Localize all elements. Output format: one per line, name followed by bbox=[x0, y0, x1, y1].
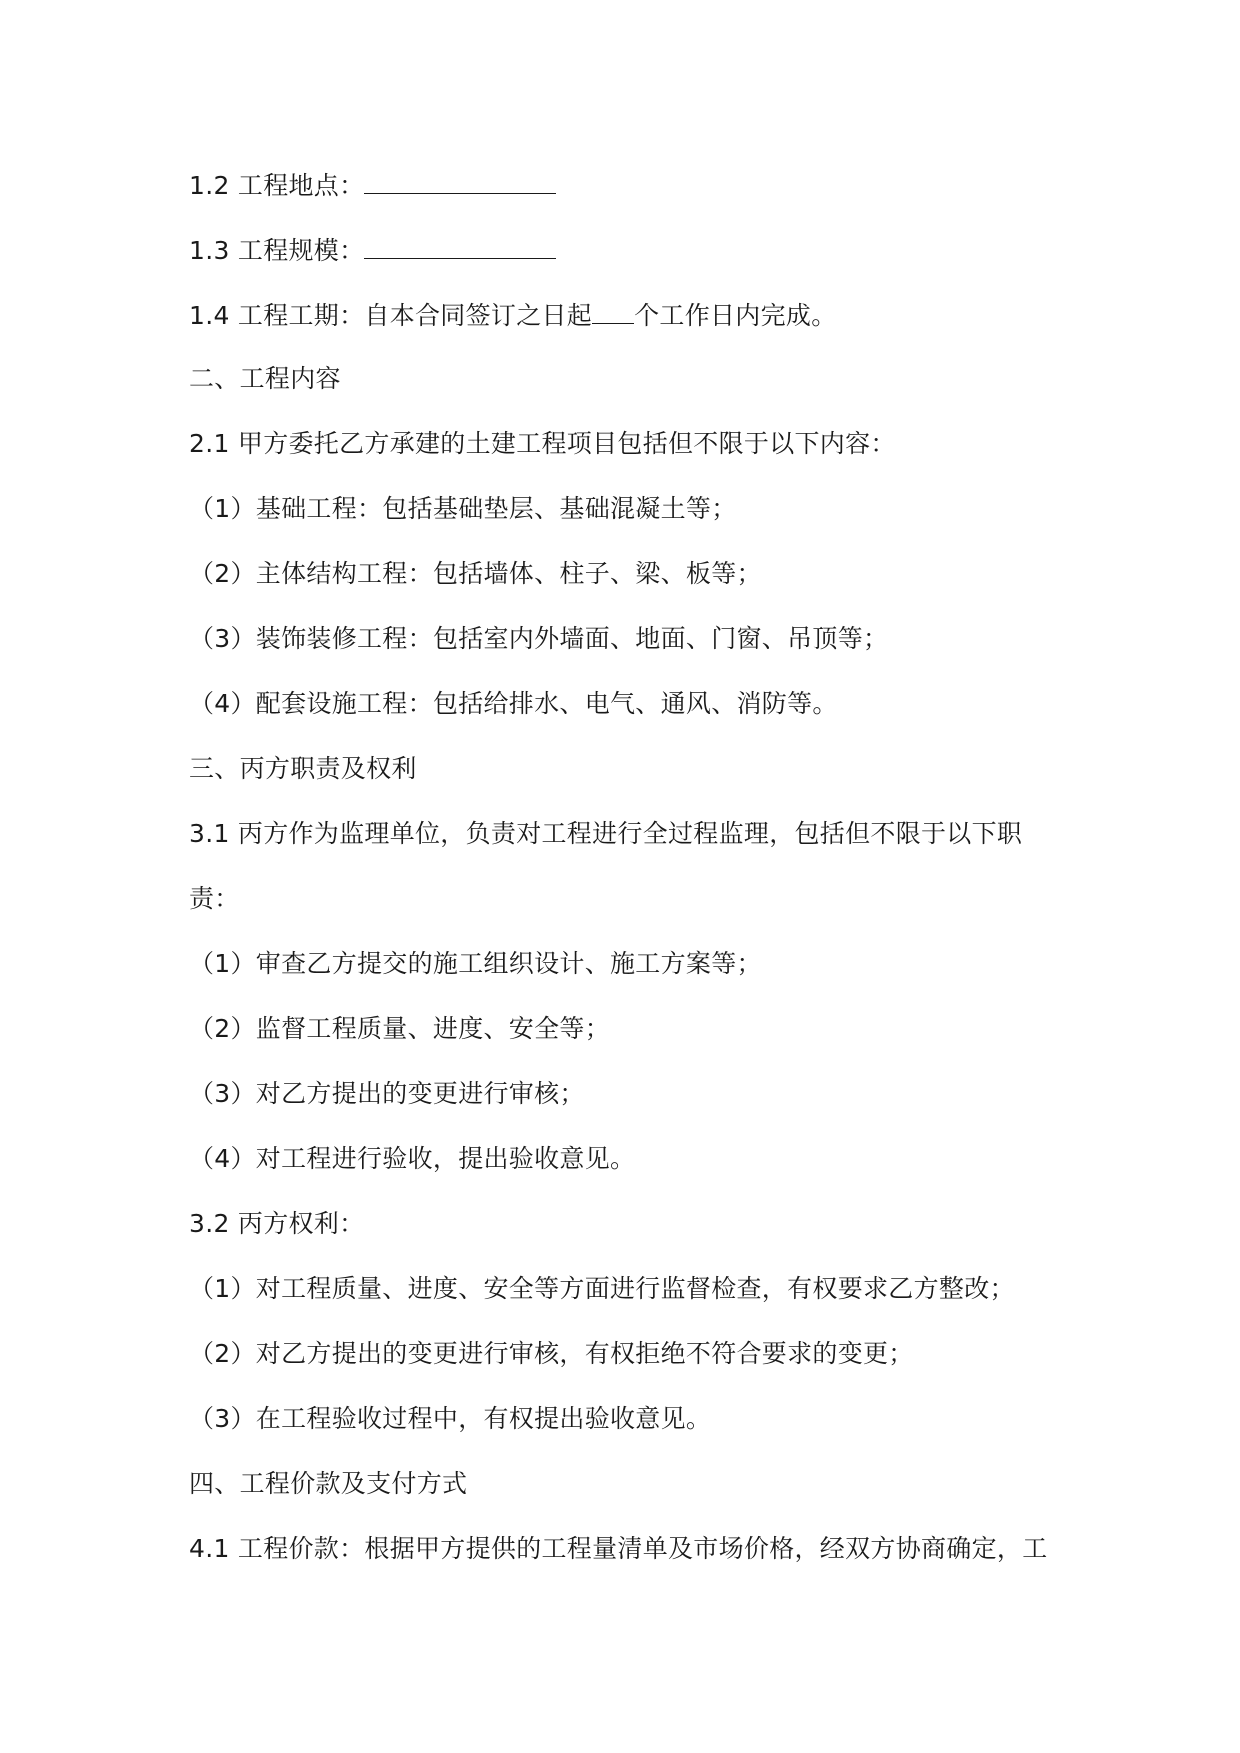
list-item bbox=[189, 1272, 1080, 1306]
line-text: （4）对工程进行验收，提出验收意见。 bbox=[189, 1144, 636, 1173]
line-text: 二、工程内容 bbox=[189, 364, 341, 393]
list-item bbox=[189, 1077, 1080, 1111]
line-text: 1.4 工程工期：自本合同签订之日起 bbox=[189, 301, 593, 330]
list-item bbox=[189, 687, 1080, 721]
fill-in-blank bbox=[364, 232, 556, 259]
line-text: （1）基础工程：包括基础垫层、基础混凝土等； bbox=[189, 494, 737, 523]
fill-in-blank bbox=[592, 297, 634, 324]
line-text: 1.3 工程规模： bbox=[189, 236, 365, 265]
line-text: 2.1 甲方委托乙方承建的土建工程项目包括但不限于以下内容： bbox=[189, 429, 896, 458]
section-heading bbox=[189, 1467, 1080, 1501]
list-item bbox=[189, 1012, 1080, 1046]
fill-in-blank bbox=[364, 167, 556, 194]
text-line bbox=[189, 882, 1080, 916]
line-text: 个工作日内完成。 bbox=[634, 301, 837, 330]
text-line bbox=[189, 1207, 1080, 1241]
list-item bbox=[189, 1142, 1080, 1176]
line-text: 三、丙方职责及权利 bbox=[189, 754, 417, 783]
line-text: （1）对工程质量、进度、安全等方面进行监督检查，有权要求乙方整改； bbox=[189, 1274, 1015, 1303]
line-text: （3）在工程验收过程中，有权提出验收意见。 bbox=[189, 1404, 712, 1433]
text-line bbox=[189, 1532, 1080, 1566]
text-line bbox=[189, 297, 1080, 331]
list-item bbox=[189, 1402, 1080, 1436]
list-item bbox=[189, 622, 1080, 656]
text-line bbox=[189, 817, 1080, 851]
list-item bbox=[189, 557, 1080, 591]
line-text: （3）装饰装修工程：包括室内外墙面、地面、门窗、吊顶等； bbox=[189, 624, 889, 653]
list-item bbox=[189, 1337, 1080, 1371]
section-heading bbox=[189, 362, 1080, 396]
line-text: （1）审查乙方提交的施工组织设计、施工方案等； bbox=[189, 949, 762, 978]
text-line bbox=[189, 232, 1080, 266]
line-text: （2）对乙方提出的变更进行审核，有权拒绝不符合要求的变更； bbox=[189, 1339, 914, 1368]
list-item bbox=[189, 947, 1080, 981]
line-text: （2）主体结构工程：包括墙体、柱子、梁、板等； bbox=[189, 559, 762, 588]
text-line bbox=[189, 167, 1080, 201]
line-text: 3.1 丙方作为监理单位，负责对工程进行全过程监理，包括但不限于以下职 bbox=[189, 819, 1023, 848]
line-text: 3.2 丙方权利： bbox=[189, 1209, 365, 1238]
line-text: （4）配套设施工程：包括给排水、电气、通风、消防等。 bbox=[189, 689, 838, 718]
line-text: 责： bbox=[189, 884, 240, 913]
line-text: 1.2 工程地点： bbox=[189, 171, 365, 200]
line-text: 四、工程价款及支付方式 bbox=[189, 1469, 468, 1498]
line-text: （2）监督工程质量、进度、安全等； bbox=[189, 1014, 611, 1043]
section-heading bbox=[189, 752, 1080, 786]
list-item bbox=[189, 492, 1080, 526]
line-text: （3）对乙方提出的变更进行审核； bbox=[189, 1079, 585, 1108]
text-line bbox=[189, 427, 1080, 461]
line-text: 4.1 工程价款：根据甲方提供的工程量清单及市场价格，经双方协商确定，工 bbox=[189, 1534, 1048, 1563]
